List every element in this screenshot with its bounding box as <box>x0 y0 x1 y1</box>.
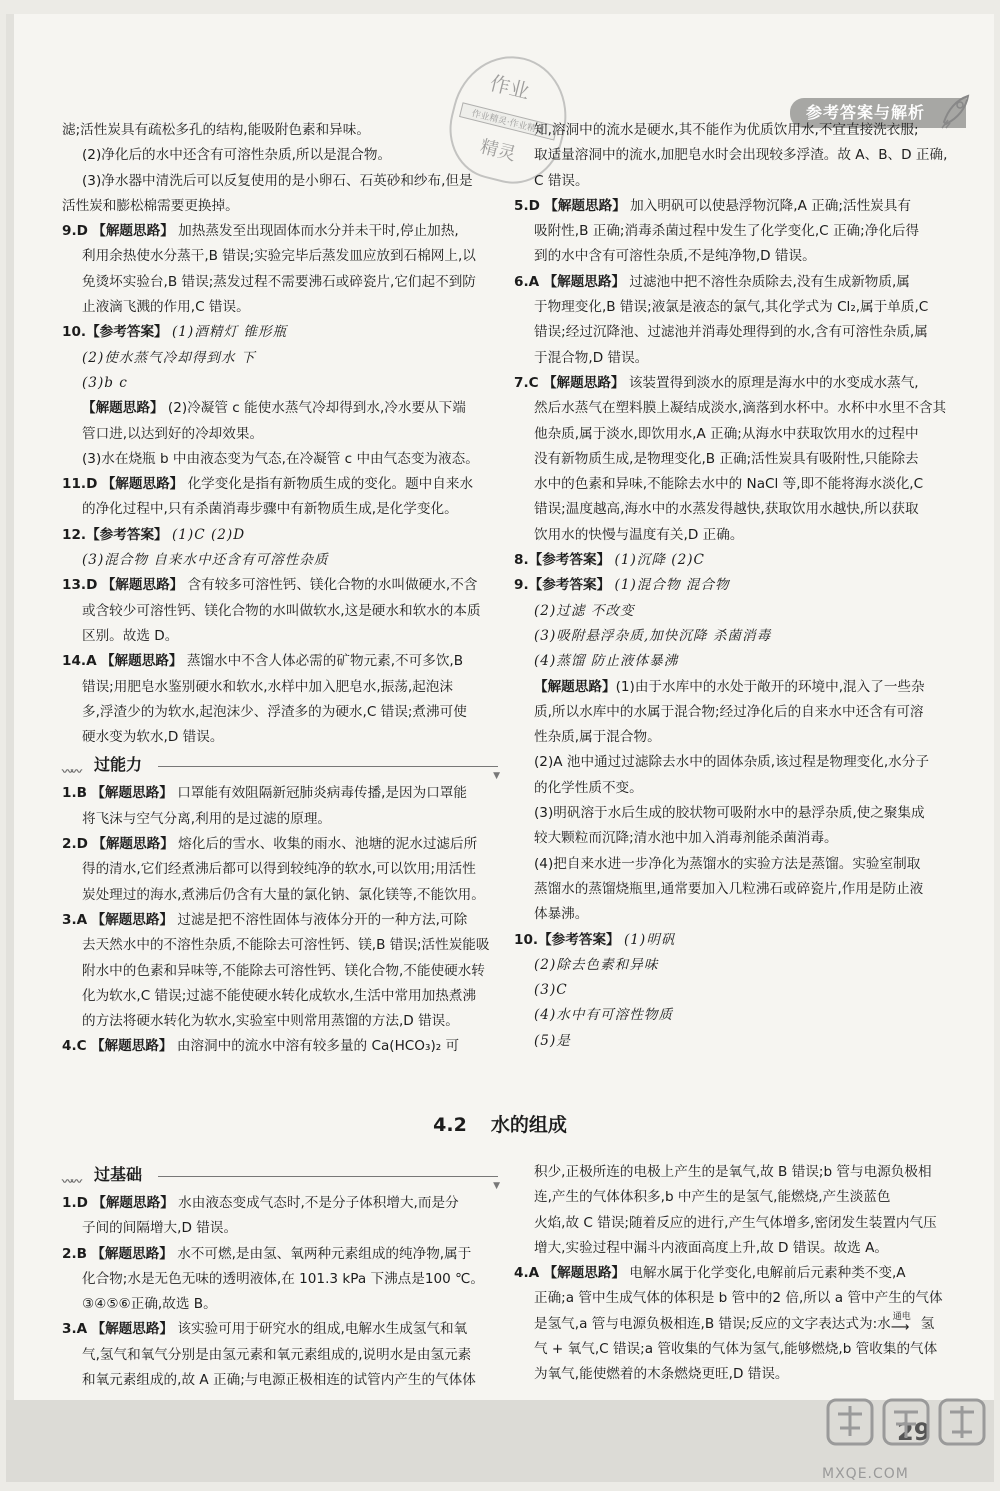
text-line: 较大颗粒而沉降;清水池中加入消毒剂能杀菌消毒。 <box>534 830 838 847</box>
arrow-label: 通电 <box>892 1311 911 1322</box>
triangle-icon: ▼ <box>493 1181 500 1191</box>
text-line: 化学变化是指有新物质生成的变化。题中自来水 <box>187 476 474 493</box>
chapter-name: 水的组成 <box>490 1114 567 1136</box>
answer-g6 <box>514 270 954 295</box>
question-number: 3.A <box>62 911 88 928</box>
question-number: 4.A <box>514 1265 540 1282</box>
explanation-tag: 【解题思路】 <box>91 911 174 928</box>
text-line: (4)把自来水进一步净化为蒸馏水的实验方法是蒸馏。实验室制取 <box>534 855 921 872</box>
text-line: (3)净水器中清洗后可以反复使用的是小卵石、石英砂和纱布,但是 <box>82 172 473 189</box>
text-line: 蒸馏水的蒸馏烧瓶里,通常要加入几粒沸石或碎瓷片,作用是防止液 <box>534 880 924 897</box>
answer-9 <box>62 219 502 244</box>
text-line: 连,产生的气体体积多,b 中产生的是氢气,能燃烧,产生淡蓝色 <box>534 1189 891 1206</box>
answer-10 <box>62 320 502 345</box>
handwritten-answer: (3)混合物 自来水中还含有可溶性杂质 <box>82 552 329 569</box>
chapter-title <box>0 1110 1000 1137</box>
handwritten-answer: (2)使水蒸气冷却得到水 下 <box>82 349 256 366</box>
text-line: 该装置得到淡水的原理是海水中的水变成水蒸气, <box>628 374 919 391</box>
text-line: (3)水在烧瓶 b 中由液态变为气态,在冷凝管 c 中由气态变为液态。 <box>82 450 479 467</box>
explanation-tag: 【解题思路】 <box>91 785 173 802</box>
question-number: 6.A <box>514 273 540 290</box>
text-line: 氢 <box>920 1315 935 1332</box>
handwritten-answer: (1)混合物 混合物 <box>614 577 730 594</box>
answer-b1 <box>62 1191 502 1216</box>
handwritten-answer: (1)C (2)D <box>171 526 246 543</box>
answer-tag: 【参考答案】 <box>528 577 611 594</box>
text-line: 他杂质,属于淡水,即饮用水,A 正确;从海水中获取饮用水的过程中 <box>534 425 919 442</box>
text-line: 知,溶洞中的流水是硬水,其不能作为优质饮用水,不宜直接洗衣服; <box>534 122 919 138</box>
explanation-tag: 【解题思路】 <box>82 400 164 417</box>
question-number: 10. <box>514 931 539 948</box>
text-line: 水由液态变成气态时,不是分子体积增大,而是分 <box>178 1195 459 1211</box>
handwritten-answer: (3)C <box>534 982 568 999</box>
text-line: 免烫坏实验台,B 错误;蒸发过程不需要沸石或碎瓷片,它们起不到防 <box>82 273 476 290</box>
text-line: 吸附性,B 正确;消毒杀菌过程中发生了化学变化,C 正确;净化后得 <box>534 223 920 240</box>
answer-13 <box>62 573 502 598</box>
section-title: 过基础 <box>94 1165 143 1184</box>
right-column-lower <box>514 1160 954 1388</box>
question-number: 7.C <box>514 374 539 391</box>
text-line: 止液滴飞溅的作用,C 错误。 <box>82 299 250 316</box>
stamp-text-3: 精灵 <box>477 136 518 166</box>
question-number: 4.C <box>62 1038 87 1055</box>
handwritten-answer: (5)是 <box>534 1032 571 1049</box>
handwritten-answer: (1)酒精灯 锥形瓶 <box>171 324 288 341</box>
text-line: 是氢气,a 管与电源负极相连,B 错误;反应的文字表达式为:水 <box>534 1315 891 1332</box>
divider <box>158 1176 498 1177</box>
text-line: (1)由于水库中的水处于敞开的环境中,混入了一些杂 <box>615 678 925 695</box>
chapter-number: 4.2 <box>433 1114 467 1136</box>
text-line: 口罩能有效阻隔新冠肺炎病毒传播,是因为口罩能 <box>177 785 467 802</box>
text-line: 化合物;水是无色无味的透明液体,在 101.3 kPa 下沸点是100 ℃。 <box>82 1270 484 1287</box>
text-line: (2)A 池中通过过滤除去水中的固体杂质,该过程是物理变化,水分子 <box>534 754 929 771</box>
text-line: 错误;用肥皂水鉴别硬水和软水,水样中加入肥皂水,振荡,起泡沫 <box>82 678 453 695</box>
answer-g3 <box>62 908 502 933</box>
text-line: (2)净化后的水中还含有可溶性杂质,所以是混合物。 <box>82 147 392 164</box>
answer-14 <box>62 649 502 674</box>
answer-b4 <box>514 1261 954 1286</box>
stamp-text-2: 作业精灵·作业精灵 <box>459 102 558 140</box>
explanation-tag: 【解题思路】 <box>90 1038 173 1055</box>
text-line: 正确;a 管中生成气体的体积是 b 管中的2 倍,所以 a 管中产生的气体 <box>534 1290 943 1307</box>
explanation-tag: 【解题思路】 <box>100 653 183 670</box>
stamp-text-1: 作业 <box>487 70 533 104</box>
answer-tag: 【参考答案】 <box>86 324 168 341</box>
text-line: 没有新物质生成,是物理变化,B 正确;活性炭具有吸附性,只能除去 <box>534 450 919 467</box>
text-line: 子间的间隔增大,D 错误。 <box>82 1220 238 1237</box>
explanation-tag: 【解题思路】 <box>543 273 626 290</box>
answer-g7 <box>514 371 954 396</box>
text-line: 活性炭和膨松棉需要更换掉。 <box>62 197 239 214</box>
answer-g9 <box>514 573 954 598</box>
question-number: 9. <box>514 577 529 594</box>
handwritten-answer: (3)吸附悬浮杂质,加快沉降 杀菌消毒 <box>534 627 772 644</box>
text-line: 的方法将硬水转化为软水,实验室中则常用蒸馏的方法,D 错误。 <box>82 1013 459 1030</box>
triangle-icon: ▼ <box>493 771 500 782</box>
text-line: 含有较多可溶性钙、镁化合物的水叫做硬水,不含 <box>187 577 478 594</box>
divider <box>158 766 498 767</box>
explanation-tag: 【解题思路】 <box>542 374 625 391</box>
explanation-tag: 【解题思路】 <box>91 1321 174 1338</box>
swoosh-icon: 〰〰 <box>62 765 80 779</box>
text-line: 火焰,故 C 错误;随着反应的进行,产生气体增多,密闭发生装置内气压 <box>534 1214 937 1231</box>
text-line: 体暴沸。 <box>534 906 589 923</box>
text-line: (2)冷凝管 c 能使水蒸气冷却得到水,冷水要从下端 <box>167 400 466 417</box>
text-line: 水不可燃,是由氢、氧两种元素组成的纯净物,属于 <box>177 1245 472 1262</box>
text-line: 然后水蒸气在塑料膜上凝结成淡水,滴落到水杯中。水杯中水里不含其 <box>534 400 947 417</box>
answer-g1 <box>62 781 502 806</box>
answer-g4 <box>62 1034 502 1059</box>
question-number: 10. <box>62 324 87 341</box>
explanation-tag: 【解题思路】 <box>544 197 626 214</box>
text-line: 的化学性质不变。 <box>534 779 643 796</box>
section-tab: 参考答案与解析 <box>790 98 966 128</box>
text-line: 加热蒸发至出现固体而水分并未干时,停止加热, <box>178 223 459 240</box>
text-line: 为氧气,能使燃着的木条燃烧更旺,D 错误。 <box>534 1366 789 1383</box>
text-line: 加入明矾可以使悬浮物沉降,A 正确;活性炭具有 <box>630 197 911 214</box>
text-line: 到的水中含有可溶性杂质,不是纯净物,D 错误。 <box>534 248 816 265</box>
arrow-icon: ⟶ <box>890 1319 910 1335</box>
answer-b3 <box>62 1317 502 1342</box>
text-line: 或含较少可溶性钙、镁化合物的水叫做软水,这是硬水和软水的本质 <box>82 602 481 619</box>
handwritten-answer: (1)明矾 <box>623 931 676 948</box>
text-line: ③④⑤⑥正确,故选 B。 <box>82 1296 217 1313</box>
explanation-tag: 【解题思路】 <box>101 476 184 493</box>
text-line: 于混合物,D 错误。 <box>534 349 649 366</box>
watermark-text: MXQE.COM <box>822 1466 909 1482</box>
text-line: 过滤池中把不溶性杂质除去,没有生成新物质,属 <box>629 273 910 290</box>
text-line: 饮用水的快慢与温度有关,D 正确。 <box>534 526 744 543</box>
question-number: 8. <box>514 552 529 569</box>
handwritten-answer: (2)除去色素和异味 <box>534 956 659 973</box>
text-line: 区别。故选 D。 <box>82 627 179 644</box>
page-number: 29 <box>897 1418 931 1446</box>
text-line: 气 + 氧气,C 错误;a 管收集的气体为氢气,能够燃烧,b 管收集的气体 <box>534 1341 938 1358</box>
text-line: 质,所以水库中的水属于混合物;经过净化后的自来水中还含有可溶 <box>534 703 924 720</box>
question-number: 11.D <box>62 476 98 493</box>
handwritten-answer: (1)沉降 (2)C <box>614 552 705 569</box>
text-line: 取适量溶洞中的流水,加肥皂水时会出现较多浮渣。故 A、B、D 正确, <box>534 147 948 164</box>
explanation-tag: 【解题思路】 <box>91 1245 173 1262</box>
handwritten-answer: (4)蒸馏 防止液体暴沸 <box>534 653 679 670</box>
text-line: 的净化过程中,只有杀菌消毒步骤中有新物质生成,是化学变化。 <box>82 501 458 518</box>
text-line: 气,氢气和氧气分别是由氢元素和氧元素组成的,说明水是由氢元素 <box>82 1346 472 1363</box>
text-line: 附水中的色素和异味等,不能除去可溶性钙、镁化合物,不能使硬水转 <box>82 962 485 979</box>
question-number: 1.B <box>62 785 87 802</box>
text-line: 多,浮渣少的为软水,起泡沫少、浮渣多的为硬水,C 错误;煮沸可使 <box>82 703 467 720</box>
text-line: 将飞沫与空气分离,利用的是过滤的原理。 <box>82 810 332 827</box>
right-column <box>514 118 954 1054</box>
answer-tag: 【参考答案】 <box>86 526 168 543</box>
answer-11 <box>62 472 502 497</box>
text-line: 硬水变为软水,D 错误。 <box>82 729 224 746</box>
left-column <box>62 118 502 1060</box>
left-column-lower <box>62 1160 502 1393</box>
text-line: 该实验可用于研究水的组成,电解水生成氢气和氧 <box>177 1321 468 1338</box>
text-line: 和氧元素组成的,故 A 正确;与电源正极相连的试管内产生的气体体 <box>82 1372 476 1389</box>
handwritten-answer: (2)过滤 不改变 <box>534 602 635 619</box>
text-line: 积少,正极所连的电极上产生的是氧气,故 B 错误;b 管与电源负极相 <box>534 1164 932 1180</box>
text-line: 管口进,以达到好的冷却效果。 <box>82 425 264 442</box>
text-line: 熔化后的雪水、收集的雨水、池塘的泥水过滤后所 <box>178 836 478 853</box>
explanation-tag: 【解题思路】 <box>92 836 174 853</box>
explanation-tag: 【解题思路】 <box>543 1265 626 1282</box>
text-line: (3)明矾溶于水后生成的胶状物可吸附水中的悬浮杂质,使之聚集成 <box>534 805 925 822</box>
text-line: 错误;经过沉降池、过滤池并消毒处理得到的水,含有可溶性杂质,属 <box>534 324 928 341</box>
text-line: 增大,实验过程中漏斗内液面高度上升,故 D 错误。故选 A。 <box>534 1239 889 1256</box>
answer-g10 <box>514 928 954 953</box>
explanation-tag: 【解题思路】 <box>92 223 174 240</box>
answer-12 <box>62 523 502 548</box>
reaction-arrow <box>890 1311 921 1335</box>
text-line: 去天然水中的不溶性杂质,不能除去可溶性钙、镁,B 错误;活性炭能吸 <box>82 937 490 954</box>
equation-line <box>514 1312 954 1337</box>
text-line: 炭处理过的海水,煮沸后仍含有大量的氯化钠、氯化镁等,不能饮用。 <box>82 886 485 903</box>
question-number: 2.D <box>62 836 88 853</box>
explanation-tag: 【解题思路】 <box>92 1195 174 1211</box>
text-line: 电解水属于化学变化,电解前后元素种类不变,A <box>629 1265 906 1282</box>
answer-tag: 【参考答案】 <box>528 552 611 569</box>
explanation-tag: 【解题思路】 <box>534 678 616 695</box>
swoosh-icon: 〰〰 <box>62 1175 80 1188</box>
text-line: 性杂质,属于混合物。 <box>534 729 661 746</box>
answer-g8 <box>514 548 954 573</box>
question-number: 9.D <box>62 223 88 240</box>
question-number: 14.A <box>62 653 97 670</box>
text-line: C 错误。 <box>534 172 589 189</box>
section-heading <box>62 752 502 782</box>
text-line: 由溶洞中的流水中溶有较多量的 Ca(HCO₃)₂ 可 <box>176 1038 460 1055</box>
answer-b2 <box>62 1242 502 1267</box>
section-heading <box>62 1162 502 1189</box>
question-number: 13.D <box>62 577 98 594</box>
answer-tag: 【参考答案】 <box>538 931 620 948</box>
answer-g5 <box>514 194 954 219</box>
handwritten-answer: (3)b c <box>82 374 128 391</box>
text-line: 化为软水,C 错误;过滤不能使硬水转化成软水,生活中常用加热煮沸 <box>82 987 477 1004</box>
question-number: 12. <box>62 526 87 543</box>
page-edge-shadow <box>6 14 14 1482</box>
question-number: 1.D <box>62 1195 88 1211</box>
text-line: 滤;活性炭具有疏松多孔的结构,能吸附色素和异味。 <box>62 122 370 138</box>
text-line: 错误;温度越高,海水中的水蒸发得越快,获取饮用水越快,所以获取 <box>534 501 919 518</box>
question-number: 2.B <box>62 1245 87 1262</box>
answer-g2 <box>62 832 502 857</box>
text-line: 蒸馏水中不含人体必需的矿物元素,不可多饮,B <box>186 653 464 670</box>
section-title: 过能力 <box>94 755 143 775</box>
handwritten-answer: (4)水中有可溶性物质 <box>534 1007 674 1024</box>
text-line: 得的清水,它们经煮沸后都可以得到较纯净的软水,可以饮用;用活性 <box>82 861 476 878</box>
text-line: 水中的色素和异味,不能除去水中的 NaCl 等,即不能将海水淡化,C <box>534 476 924 493</box>
explanation-tag: 【解题思路】 <box>101 577 184 594</box>
text-line: 利用余热使水分蒸干,B 错误;实验完毕后蒸发皿应放到石棉网上,以 <box>82 248 476 265</box>
question-number: 5.D <box>514 197 540 214</box>
text-line: 过滤是把不溶性固体与液体分开的一种方法,可除 <box>177 911 468 928</box>
question-number: 3.A <box>62 1321 88 1338</box>
text-line: 于物理变化,B 错误;液氯是液态的氯气,其化学式为 Cl₂,属于单质,C <box>534 299 929 316</box>
